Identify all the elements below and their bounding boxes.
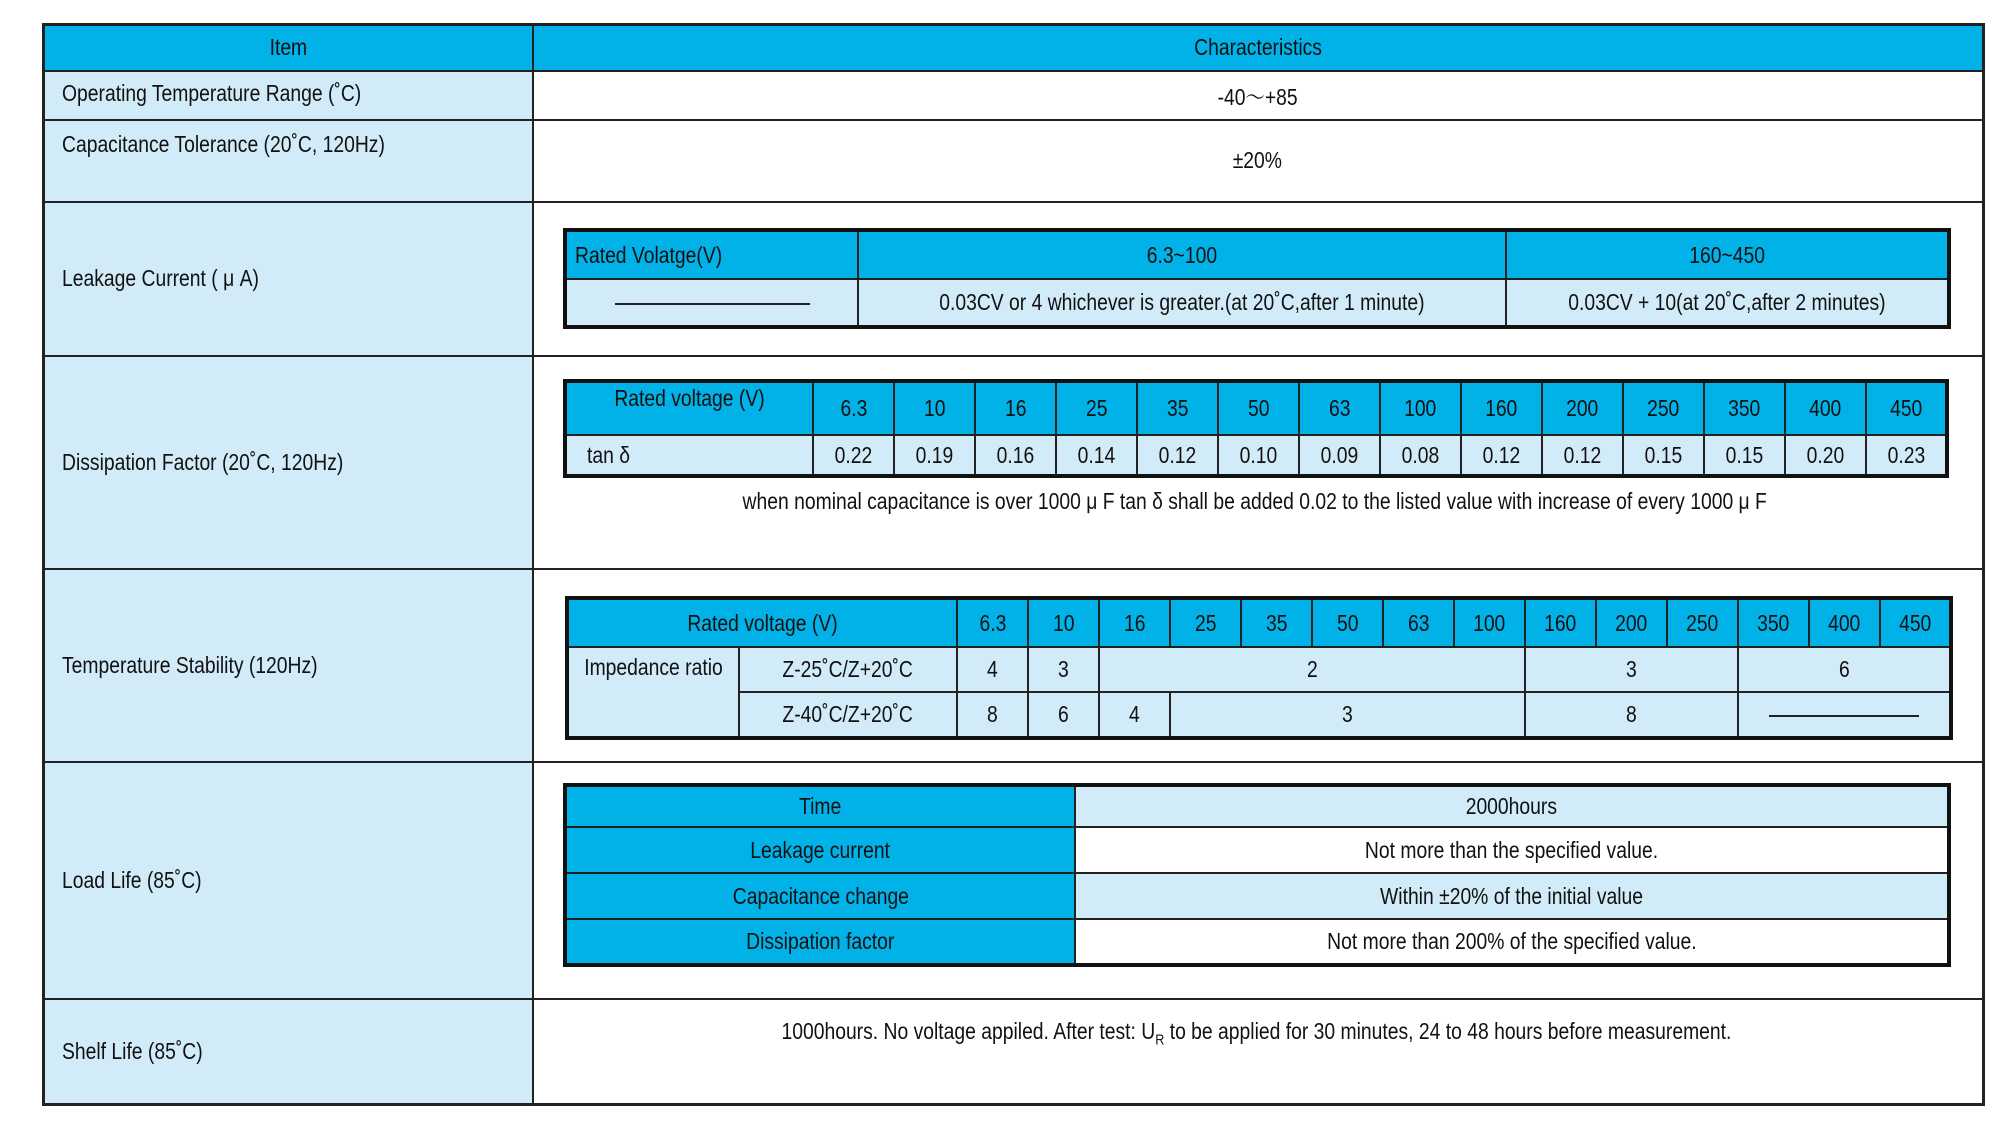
row-shelf-life: [44, 999, 1984, 1105]
load-life-value: Not more than 200% of the specified value.: [1075, 919, 1949, 965]
load-life-table: [563, 783, 1951, 967]
voltage-cell: 250: [1623, 381, 1704, 435]
tan-delta-cell: 0.12: [1461, 435, 1542, 476]
item-label: Leakage Current ( μ A): [44, 202, 533, 356]
z40-value: 8: [957, 692, 1028, 738]
z25-value: 3: [1028, 647, 1099, 692]
load-life-value: Within ±20% of the initial value: [1075, 873, 1949, 919]
value: -40～+85: [533, 71, 1984, 120]
tan-delta-cell: 0.15: [1623, 435, 1704, 476]
voltage-cell: 160: [1525, 598, 1596, 647]
tan-delta-cell: 0.09: [1299, 435, 1380, 476]
z40-value: 8: [1525, 692, 1738, 738]
load-life-key: Dissipation factor: [565, 919, 1075, 965]
impedance-ratio-label: Impedance ratio: [567, 647, 739, 738]
rated-voltage-header: Rated voltage (V): [565, 381, 813, 435]
voltage-cell: 200: [1596, 598, 1667, 647]
voltage-cell: 25: [1056, 381, 1137, 435]
load-life-value: 2000hours: [1075, 785, 1949, 827]
item-label: Shelf Life (85˚C): [44, 999, 533, 1105]
load-life-key: Capacitance change: [565, 873, 1075, 919]
item-label: Capacitance Tolerance (20˚C, 120Hz): [44, 120, 533, 202]
tan-delta-cell: 0.23: [1866, 435, 1947, 476]
voltage-cell: 450: [1880, 598, 1951, 647]
tan-delta-cell: 0.20: [1785, 435, 1866, 476]
voltage-cell: 250: [1667, 598, 1738, 647]
voltage-cell: 35: [1137, 381, 1218, 435]
item-label: Load Life (85˚C): [44, 762, 533, 999]
load-life-value: Not more than the specified value.: [1075, 827, 1949, 873]
voltage-range: 6.3~100: [858, 230, 1506, 279]
leakage-table: [563, 228, 1951, 329]
tan-delta-cell: 0.08: [1380, 435, 1461, 476]
voltage-cell: 6.3: [813, 381, 894, 435]
voltage-cell: 350: [1738, 598, 1809, 647]
voltage-cell: 16: [975, 381, 1056, 435]
header-item: Item: [44, 25, 533, 71]
tan-delta-cell: 0.10: [1218, 435, 1299, 476]
voltage-cell: 100: [1454, 598, 1525, 647]
z25-value: 6: [1738, 647, 1951, 692]
row-cap-tolerance: [44, 120, 1984, 202]
voltage-cell: 10: [894, 381, 975, 435]
z40-value: 3: [1170, 692, 1525, 738]
item-label: Temperature Stability (120Hz): [44, 569, 533, 762]
header-characteristics: Characteristics: [533, 25, 1984, 71]
tan-delta-cell: 0.15: [1704, 435, 1785, 476]
voltage-cell: 450: [1866, 381, 1947, 435]
voltage-cell: 350: [1704, 381, 1785, 435]
tan-delta-cell: 0.14: [1056, 435, 1137, 476]
tan-delta-label: tan δ: [565, 435, 813, 476]
load-life-key: Leakage current: [565, 827, 1075, 873]
tan-delta-cell: 0.16: [975, 435, 1056, 476]
voltage-cell: 35: [1241, 598, 1312, 647]
value: ±20%: [533, 120, 1984, 202]
voltage-cell: 160: [1461, 381, 1542, 435]
tan-delta-cell: 0.12: [1137, 435, 1218, 476]
shelf-life-text: 1000hours. No voltage appiled. After test: $U_R$ to be applied for 30 minutes, 24 to 48 hours before measurement.: [781, 1018, 1732, 1049]
leakage-value: 0.03CV + 10(at 20˚C,after 2 minutes): [1506, 279, 1949, 327]
voltage-range: 160~450: [1506, 230, 1949, 279]
tan-delta-cell: 0.12: [1542, 435, 1623, 476]
voltage-cell: 25: [1170, 598, 1241, 647]
z40-value: 4: [1099, 692, 1170, 738]
load-life-row: [565, 785, 1949, 827]
voltage-cell: 100: [1380, 381, 1461, 435]
load-life-row: [565, 919, 1949, 965]
empty-dash: [565, 279, 858, 327]
item-label: Dissipation Factor (20˚C, 120Hz): [44, 356, 533, 569]
z25-value: 2: [1099, 647, 1525, 692]
leakage-value: 0.03CV or 4 whichever is greater.(at 20˚C,after 1 minute): [858, 279, 1506, 327]
voltage-cell: 50: [1218, 381, 1299, 435]
voltage-cell: 50: [1312, 598, 1383, 647]
voltage-cell: 400: [1809, 598, 1880, 647]
voltage-cell: 10: [1028, 598, 1099, 647]
tan-delta-cell: 0.22: [813, 435, 894, 476]
z40-label: Z-40˚C/Z+20˚C: [739, 692, 957, 738]
load-life-row: [565, 873, 1949, 919]
z25-value: 3: [1525, 647, 1738, 692]
rated-voltage-header: Rated voltage (V): [567, 598, 957, 647]
voltage-cell: 400: [1785, 381, 1866, 435]
header-row: [44, 25, 1984, 71]
not-applicable-dash: [1738, 692, 1951, 738]
row-operating-temp: [44, 71, 1984, 120]
voltage-cell: 16: [1099, 598, 1170, 647]
z25-label: Z-25˚C/Z+20˚C: [739, 647, 957, 692]
voltage-cell: 6.3: [957, 598, 1028, 647]
voltage-cell: 200: [1542, 381, 1623, 435]
dissipation-note: when nominal capacitance is over 1000 μ F tan δ shall be added 0.02 to the listed value with increase of every 1000 μ F: [742, 488, 1768, 514]
voltage-cell: 63: [1299, 381, 1380, 435]
load-life-key: Time: [565, 785, 1075, 827]
tan-delta-cell: 0.19: [894, 435, 975, 476]
load-life-row: [565, 827, 1949, 873]
rated-voltage-header: Rated Volatge(V): [565, 230, 858, 279]
item-label: Operating Temperature Range (˚C): [44, 71, 533, 120]
temp-stability-table: [565, 596, 1953, 740]
z40-value: 6: [1028, 692, 1099, 738]
dissipation-table: [563, 379, 1949, 478]
z25-value: 4: [957, 647, 1028, 692]
voltage-cell: 63: [1383, 598, 1454, 647]
